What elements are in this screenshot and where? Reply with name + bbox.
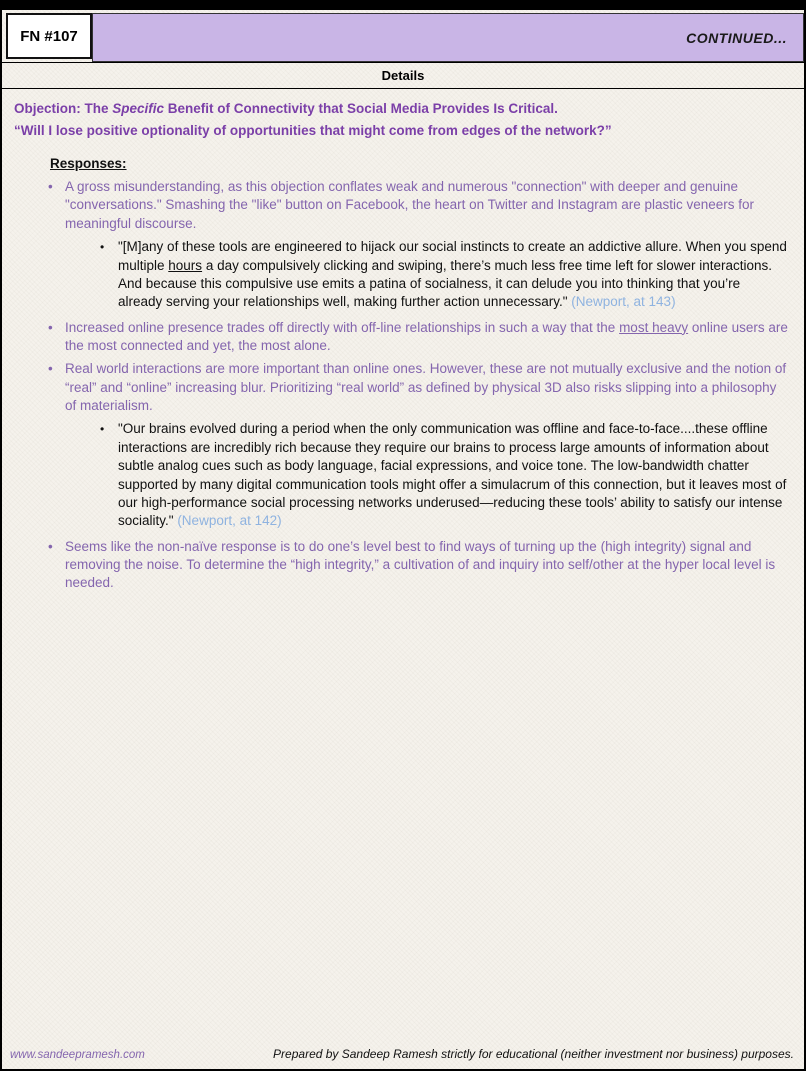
bullet-icon: •	[100, 240, 105, 255]
top-black-bar	[2, 2, 804, 10]
disclaimer-text: Prepared by Sandeep Ramesh strictly for educational (neither investment nor business) purposes.	[273, 1047, 794, 1061]
bullet-2-post: online users are the most connected and yet, the most alone.	[65, 319, 788, 353]
bullet-2-underlined: most heavy	[619, 319, 689, 335]
bullet-2-pre: Increased online presence trades off directly with off-line relationships in such a way that the	[65, 319, 620, 335]
objection-title-italic: Specific	[112, 101, 165, 116]
citation-newport-143: (Newport, at 143)	[571, 294, 676, 310]
bullet-text-2	[65, 319, 790, 356]
quote-1-underlined: hours	[168, 257, 203, 273]
bullet-text-3: Real world interactions are more important than online ones. However, these are not mutually exclusive and the notion of “real” and “online” increasing blur. Prioritizing “real world” as defined by physical 3D also risks slipping into a philosophy of materialism.	[65, 361, 787, 414]
quote-text-2	[118, 420, 788, 530]
bullet-icon: •	[48, 538, 53, 554]
quote-text-1	[118, 238, 788, 311]
footnote-number-box	[6, 13, 92, 59]
objection-question: “Will I lose positive optionality of opportunities that might come from edges of the network?”	[14, 122, 612, 138]
objection-title-prefix: Objection: The	[14, 101, 113, 116]
quote-1-post: a day compulsively clicking and swiping, there’s much less free time left for slower interactions. And because this compulsive use emits a patina of socialness, it can delude you into thinking that you’re already serving your relationships well, making further action unnecessary."	[118, 257, 773, 310]
quote-1-pre: "[M]any of these tools are engineered to hijack our social instincts to create an addictive allure. When you spend multiple	[118, 239, 787, 273]
bullet-icon: •	[48, 361, 53, 377]
footnote-number: FN #107	[20, 27, 78, 45]
citation-newport-142: (Newport, at 142)	[177, 513, 282, 529]
header-row	[2, 10, 804, 62]
quote-2-pre: "Our brains evolved during a period when the only communication was offline and face-to-face....these offline interactions are incredibly rich because they require our brains to process large amounts of information about subtle analog cues such as body language, facial expressions, and voice tone. The low-bandwidth chatter supported by many digital communication tools might offer a simulacrum of this connection, but it leaves most of our high-performance social processing networks underused—reducing these tools’ ability to satisfy our intense sociality."	[118, 421, 787, 529]
objection-title	[14, 99, 790, 119]
continued-label: CONTINUED...	[686, 29, 787, 46]
responses-heading	[50, 156, 790, 171]
bullet-item-4	[14, 538, 790, 593]
bullet-icon: •	[48, 179, 53, 195]
bullet-text-4: Seems like the non-naïve response is to do one’s level best to find ways of turning up the (high integrity) signal and removing the noise. To determine the “high integrity,” a cultivation of and inquiry into self/other at the hyper local level is needed.	[65, 538, 776, 591]
quote-item-2	[14, 420, 790, 530]
bullet-item-2	[14, 319, 790, 356]
responses-label: Responses:	[50, 156, 127, 172]
details-bar	[2, 62, 804, 89]
bullet-text-1: A gross misunderstanding, as this objection conflates weak and numerous "connection" with deeper and genuine "conversations." Smashing the "like" button on Facebook, the heart on Twitter and Instagram are plastic veneers for meaningful discourse.	[65, 179, 755, 231]
quote-item-1	[14, 238, 790, 311]
bullet-item-1	[14, 178, 790, 233]
objection-title-suffix: Benefit of Connectivity that Social Media Provides Is Critical.	[164, 101, 558, 116]
footer	[2, 1041, 804, 1069]
bullet-icon: •	[100, 422, 105, 437]
bullet-icon: •	[48, 319, 53, 335]
bullet-item-3	[14, 360, 790, 415]
content-area	[2, 89, 804, 1041]
website-link[interactable]: www.sandeepramesh.com	[10, 1049, 145, 1061]
continued-banner	[92, 13, 804, 62]
details-label: Details	[381, 68, 425, 83]
